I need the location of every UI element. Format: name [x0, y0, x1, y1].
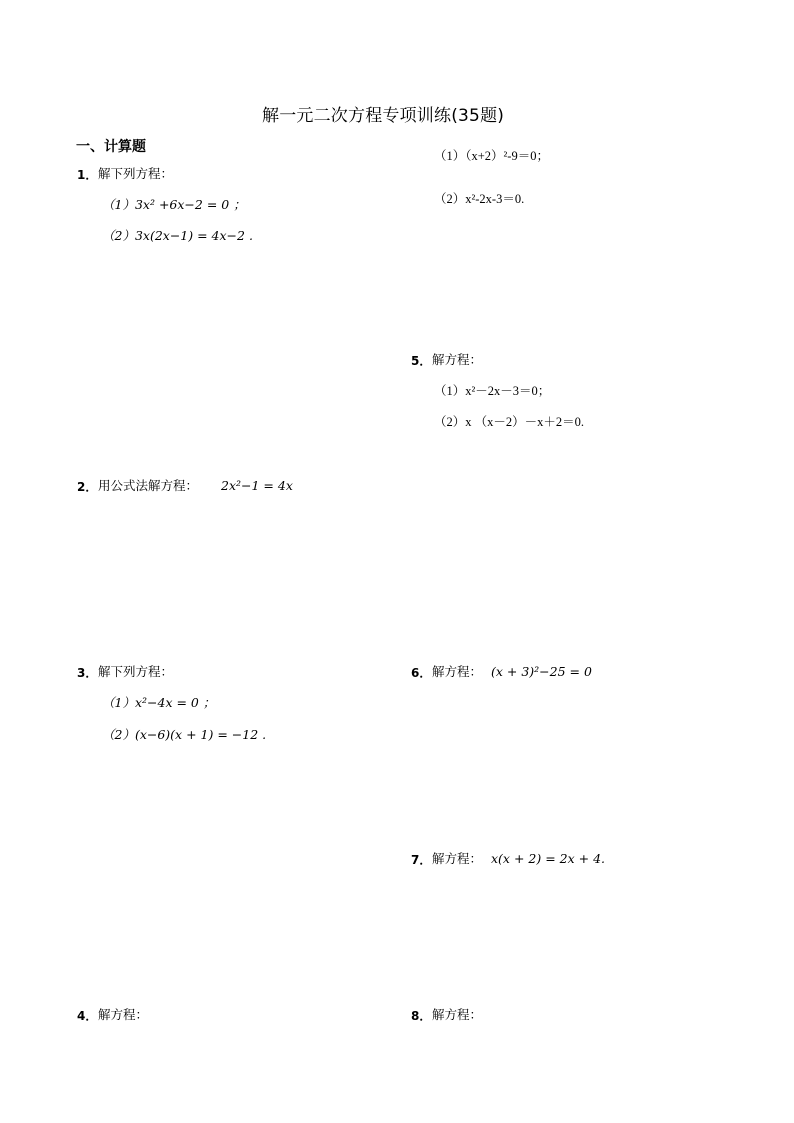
sub-question-b: （2）x²-2x-3＝0. [434, 192, 525, 206]
section-heading: 一、计算题 [76, 139, 146, 155]
question-number: 7． [411, 853, 432, 867]
sub-question-b: （2）(x−6)(x + 1) = −12 . [102, 727, 267, 742]
page-title: 解一元二次方程专项训练(35题) [262, 106, 505, 126]
sub-question-a: （1）（x+2）²-9＝0； [434, 149, 549, 163]
question-number: 3． [77, 666, 98, 680]
sub-question-a: （1）3x² +6x−2 = 0 ； [102, 197, 246, 212]
question-prompt: 解方程： [432, 352, 483, 367]
question-number: 6． [411, 666, 432, 680]
equation: 2x²−1 = 4x [221, 478, 293, 493]
question-prompt: 解方程： [432, 664, 483, 679]
sub-question-a: （1）x²－2x－3＝0； [434, 384, 551, 398]
question-prompt: 解下列方程： [98, 166, 174, 181]
question-prompt: 解方程： [432, 851, 483, 866]
sub-question-b: （2）x （x－2）－x＋2＝0. [434, 415, 585, 429]
question-prompt: 用公式法解方程： [98, 478, 199, 493]
equation: x(x + 2) = 2x + 4. [491, 851, 605, 866]
question-prompt: 解下列方程： [98, 664, 174, 679]
equation: (x + 3)²−25 = 0 [491, 664, 592, 679]
question-number: 1． [77, 168, 98, 182]
question-number: 8． [411, 1009, 432, 1023]
sub-question-a: （1）x²−4x = 0 ； [102, 695, 216, 710]
question-prompt: 解方程： [98, 1007, 149, 1022]
question-number: 2． [77, 480, 98, 494]
question-number: 4． [77, 1009, 98, 1023]
question-prompt: 解方程： [432, 1007, 483, 1022]
sub-question-b: （2）3x(2x−1) = 4x−2 . [102, 228, 253, 243]
question-number: 5． [411, 354, 432, 368]
